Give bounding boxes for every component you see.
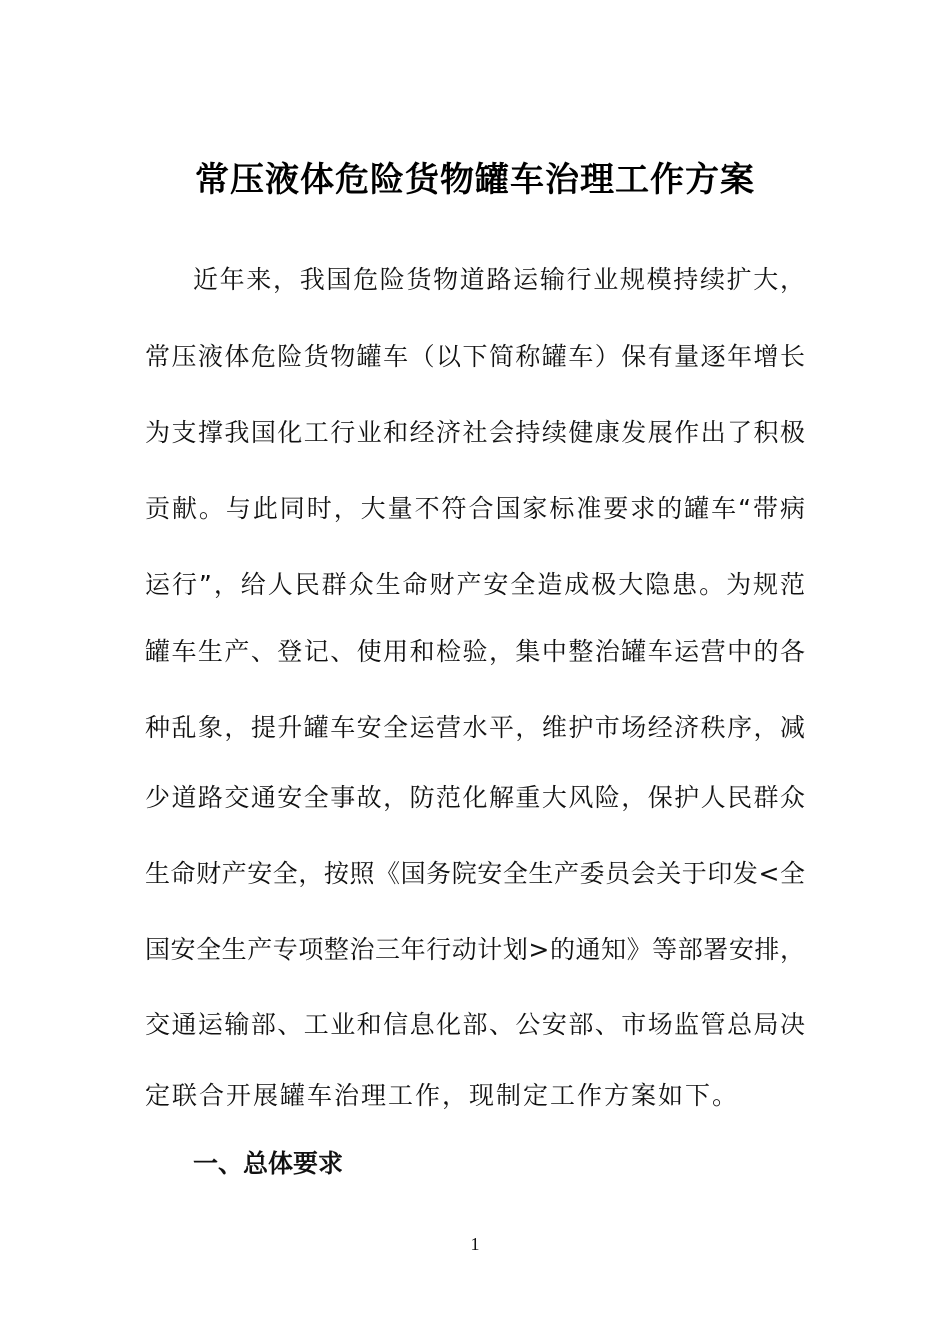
section-heading: 一、总体要求 xyxy=(193,1149,344,1178)
document-title: 常压液体危险货物罐车治理工作方案 xyxy=(195,160,755,200)
paragraph-line: 交通运输部、工业和信息化部、公安部、市场监管总局决 xyxy=(145,1010,805,1039)
paragraph-line: 国安全生产专项整治三年行动计划>的通知》等部署安排， xyxy=(145,935,805,964)
paragraph-line: 少道路交通安全事故，防范化解重大风险，保护人民群众 xyxy=(145,783,805,812)
paragraph-line: 定联合开展罐车治理工作，现制定工作方案如下。 xyxy=(145,1081,740,1110)
paragraph-line: 生命财产安全，按照《国务院安全生产委员会关于印发<全 xyxy=(145,859,805,888)
paragraph-line: 贡献。与此同时，大量不符合国家标准要求的罐车“带病 xyxy=(145,494,805,523)
paragraph-line: 运行”，给人民群众生命财产安全造成极大隐患。为规范 xyxy=(145,570,805,599)
paragraph-line: 为支撑我国化工行业和经济社会持续健康发展作出了积极 xyxy=(145,418,805,447)
paragraph-line: 罐车生产、登记、使用和检验，集中整治罐车运营中的各 xyxy=(145,637,805,666)
paragraph-line: 常压液体危险货物罐车（以下简称罐车）保有量逐年增长 xyxy=(145,342,805,371)
paragraph-line: 近年来，我国危险货物道路运输行业规模持续扩大， xyxy=(193,265,805,294)
page-number: 1 xyxy=(470,1234,480,1254)
paragraph-line: 种乱象，提升罐车安全运营水平，维护市场经济秩序，减 xyxy=(145,713,805,742)
